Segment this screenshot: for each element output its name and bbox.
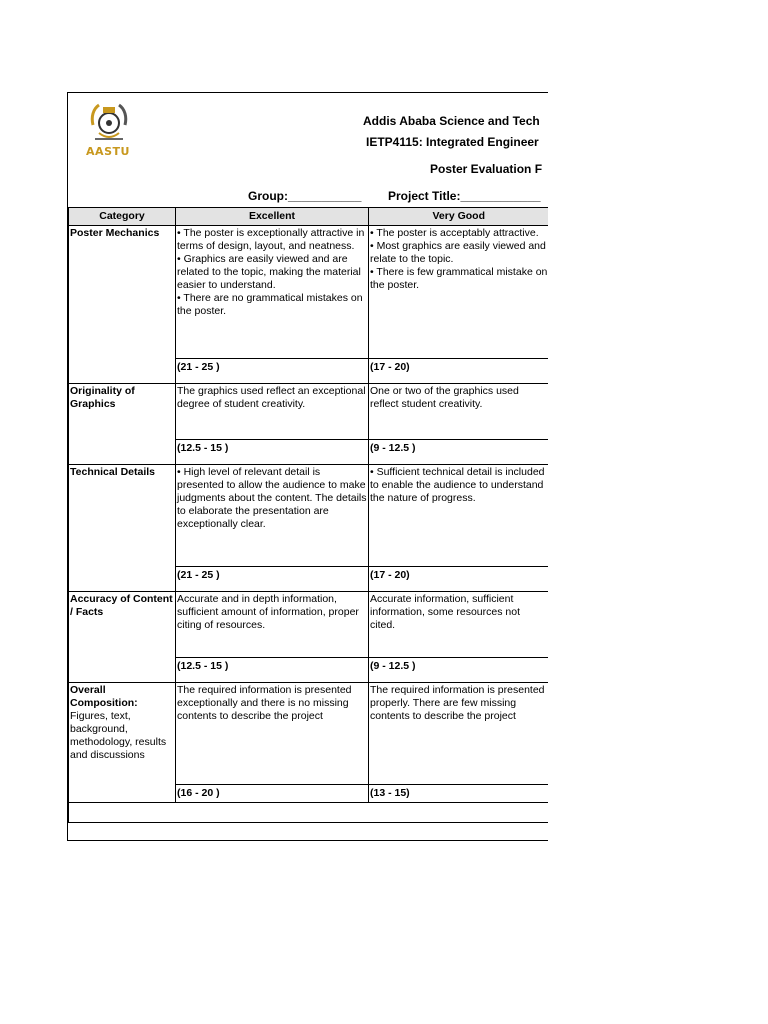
criteria-line: • Most graphics are easily viewed and relate to the topic. xyxy=(370,240,546,265)
table-row xyxy=(69,683,549,785)
category-cell xyxy=(69,226,176,384)
category-label: Technical Details xyxy=(70,466,156,478)
table-header-row xyxy=(69,208,549,226)
criteria-line: • Sufficient technical detail is included to enable the audience to understand the nature of progress. xyxy=(370,466,545,504)
score-cell: (21 - 25 ) xyxy=(176,567,369,592)
category-label: Poster Mechanics xyxy=(70,227,160,239)
project-title-field: Project Title:____________ xyxy=(388,189,541,203)
category-label: Overall Composition: xyxy=(70,684,138,709)
criteria-line: Accurate and in depth information, sufficient amount of information, proper citing of resources. xyxy=(177,593,359,631)
score-cell: (9 - 12.5 ) xyxy=(369,658,549,683)
table-row xyxy=(69,592,549,658)
column-header: Category xyxy=(69,208,176,226)
category-label: Originality of Graphics xyxy=(70,385,135,410)
logo-text: AASTU xyxy=(86,145,130,158)
score-cell: (12.5 - 15 ) xyxy=(176,658,369,683)
criteria-line: The graphics used reflect an exceptional degree of student creativity. xyxy=(177,385,366,410)
criteria-line: • There is few grammatical mistake on the poster. xyxy=(370,266,548,291)
table-row xyxy=(69,226,549,359)
score-cell: (21 - 25 ) xyxy=(176,359,369,384)
criteria-line: Accurate information, sufficient information, some resources not cited. xyxy=(370,593,520,631)
very-good-cell xyxy=(369,683,549,785)
criteria-line: • The poster is exceptionally attractive in terms of design, layout, and neatness. xyxy=(177,227,365,252)
very-good-cell xyxy=(369,226,549,359)
rubric-table xyxy=(68,207,548,823)
category-cell xyxy=(69,592,176,683)
blank-footer-row xyxy=(69,803,549,823)
score-cell: (13 - 15) xyxy=(369,785,549,803)
score-cell: (17 - 20) xyxy=(369,359,549,384)
criteria-line: One or two of the graphics used reflect student creativity. xyxy=(370,385,519,410)
score-cell: (17 - 20) xyxy=(369,567,549,592)
criteria-line: • There are no grammatical mistakes on the poster. xyxy=(177,292,363,317)
form-title: Poster Evaluation F xyxy=(430,162,543,176)
criteria-line: • The poster is acceptably attractive. xyxy=(370,227,539,239)
category-cell xyxy=(69,465,176,592)
very-good-cell xyxy=(369,465,549,567)
score-cell: (9 - 12.5 ) xyxy=(369,440,549,465)
column-header: Excellent xyxy=(176,208,369,226)
criteria-line: The required information is presented properly. There are few missing contents to describe the project xyxy=(370,684,545,722)
course-title: IETP4115: Integrated Engineer xyxy=(366,135,539,149)
blank-cell xyxy=(69,803,549,823)
criteria-line: The required information is presented exceptionally and there is no missing contents to describe the project xyxy=(177,684,352,722)
excellent-cell xyxy=(176,384,369,440)
very-good-cell xyxy=(369,384,549,440)
group-field: Group:___________ xyxy=(248,189,362,203)
criteria-line: • High level of relevant detail is presented to allow the audience to make judgments about the content. The details to elaborate the presentation are exceptionally clear. xyxy=(177,466,367,530)
university-title: Addis Ababa Science and Tech xyxy=(363,114,540,128)
score-cell: (12.5 - 15 ) xyxy=(176,440,369,465)
table-row xyxy=(69,384,549,440)
category-cell xyxy=(69,384,176,465)
column-header: Very Good xyxy=(369,208,549,226)
very-good-cell xyxy=(369,592,549,658)
table-row xyxy=(69,465,549,567)
score-cell: (16 - 20 ) xyxy=(176,785,369,803)
category-label: Accuracy of Content / Facts xyxy=(70,593,173,618)
category-sublabel: Figures, text, background, methodology, results and discussions xyxy=(70,710,167,761)
criteria-line: • Graphics are easily viewed and are related to the topic, making the material easier to understand. xyxy=(177,253,361,291)
excellent-cell xyxy=(176,592,369,658)
excellent-cell xyxy=(176,226,369,359)
excellent-cell xyxy=(176,465,369,567)
category-cell xyxy=(69,683,176,803)
excellent-cell xyxy=(176,683,369,785)
evaluation-form xyxy=(67,92,548,841)
